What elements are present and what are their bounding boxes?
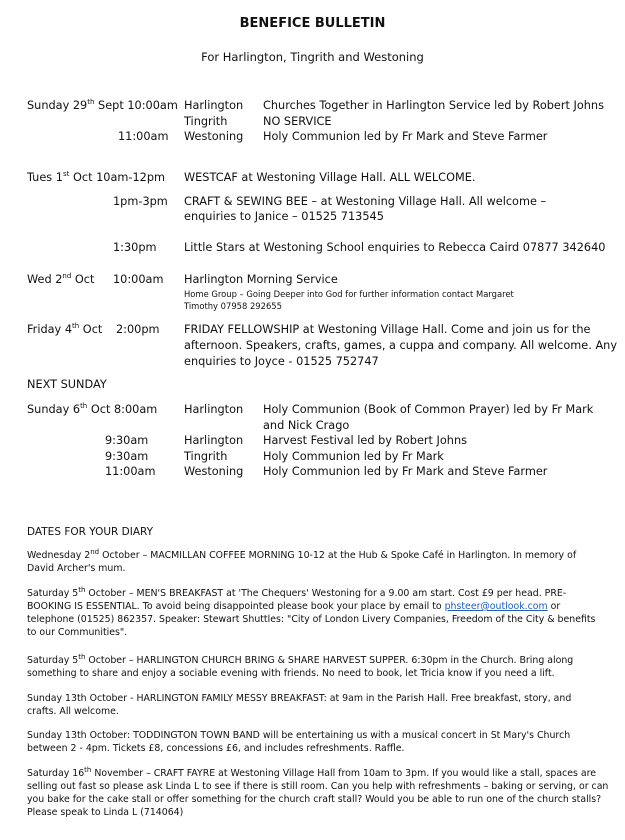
fri4-line1: FRIDAY FELLOWSHIP at Westoning Village Hall. Come and join us for the xyxy=(184,323,591,336)
sunday6-desc2: Harvest Festival led by Robert Johns xyxy=(263,434,468,447)
wed2-desc3: Timothy 07958 292655 xyxy=(184,301,282,311)
diary-entry-harvest-supper: Saturday 5th October – HARLINGTON CHURCH BRING & SHARE HARVEST SUPPER. 6:30pm in the Church. Bring along something to share and enjoy a sociable evening with friends. No need to book, let Tricia know if you need a lift. xyxy=(27,652,574,679)
sunday6-desc4: Holy Communion led by Fr Mark and Steve Farmer xyxy=(263,465,548,478)
fri4-line3: enquiries to Joyce - 01525 752747 xyxy=(184,355,379,368)
wed2-date: Wed 2nd Oct xyxy=(27,272,95,286)
sunday6-desc1a: Holy Communion (Book of Common Prayer) led by Fr Mark xyxy=(263,403,594,416)
sunday6-desc1b: and Nick Crago xyxy=(263,419,350,432)
sunday6-place2: Harlington xyxy=(184,434,244,447)
diary-heading: DATES FOR YOUR DIARY xyxy=(27,526,154,538)
wed2-time: 10:00am xyxy=(113,273,164,286)
wed2-desc1: Harlington Morning Service xyxy=(184,273,338,286)
email-link[interactable]: phsteer@outlook.com xyxy=(444,601,548,612)
tues1-desc3: Little Stars at Westoning School enquiries to Rebecca Caird 07877 342640 xyxy=(184,241,606,254)
diary-entry-messy-breakfast: Sunday 13th October - HARLINGTON FAMILY MESSY BREAKFAST: at 9am in the Parish Hall. Free breakfast, story, and crafts. All welcome. xyxy=(27,693,572,717)
diary-entry-mens-breakfast: Saturday 5th October – MEN'S BREAKFAST at 'The Chequers' Westoning for a 9.00 am start. Cost £9 per head. PRE-BOOKING IS ESSENTIAL. To avoid being disappointed please book your place by email to phsteer@outlook.com or telephone (01525) 862357. Speaker: Stewart Shuttles: "City of London Livery Companies, Freedom of the City & benefits to our Communities". xyxy=(27,585,596,638)
tues1-desc2b: enquiries to Janice – 01525 713545 xyxy=(184,210,384,223)
diary-entry-macmillan: Wednesday 2nd October – MACMILLAN COFFEE MORNING 10-12 at the Hub & Spoke Café in Harlington. In memory of David Archer's mum. xyxy=(27,547,577,574)
sunday29-place1: Harlington xyxy=(184,99,244,112)
fri4-date: Friday 4th Oct xyxy=(27,322,103,336)
sunday6-date: Sunday 6th Oct 8:00am xyxy=(27,402,158,416)
sunday6-time3: 9:30am xyxy=(105,450,149,463)
sunday6-place1: Harlington xyxy=(184,403,244,416)
sunday6-time2: 9:30am xyxy=(105,434,149,447)
sunday29-place3: Westoning xyxy=(184,130,244,143)
sunday6-time4: 11:00am xyxy=(105,465,156,478)
sunday29-desc3: Holy Communion led by Fr Mark and Steve Farmer xyxy=(263,130,548,143)
tues1-desc2a: CRAFT & SEWING BEE – at Westoning Village Hall. All welcome – xyxy=(184,195,547,208)
sunday6-place3: Tingrith xyxy=(184,450,228,463)
tues1-time3: 1:30pm xyxy=(113,241,157,254)
fri4-line2: afternoon. Speakers, crafts, games, a cuppa and company. All welcome. Any xyxy=(184,339,618,352)
tues1-date: Tues 1st Oct 10am-12pm xyxy=(27,170,166,184)
sunday29-desc2: NO SERVICE xyxy=(263,115,332,128)
fri4-time: 2:00pm xyxy=(116,323,160,336)
sunday29-desc1: Churches Together in Harlington Service led by Robert Johns xyxy=(263,99,604,112)
tues1-desc1: WESTCAF at Westoning Village Hall. ALL WELCOME. xyxy=(184,171,476,184)
diary-entry-town-band: Sunday 13th October: TODDINGTON TOWN BAND will be entertaining us with a musical concert in St Mary's Church between 2 - 4pm. Tickets £8, concessions £6, and includes refreshments. Raffle. xyxy=(27,730,571,754)
page-subtitle: For Harlington, Tingrith and Westoning xyxy=(201,50,424,64)
tues1-time2: 1pm-3pm xyxy=(113,195,168,208)
sunday6-place4: Westoning xyxy=(184,465,244,478)
sunday29-date: Sunday 29th Sept 10:00am xyxy=(27,98,178,112)
next-sunday-heading: NEXT SUNDAY xyxy=(27,378,107,391)
sunday6-desc3: Holy Communion led by Fr Mark xyxy=(263,450,444,463)
page-title: BENEFICE BULLETIN xyxy=(239,16,386,31)
diary-entry-craft-fayre: Saturday 16th November – CRAFT FAYRE at Westoning Village Hall from 10am to 3pm. If you would like a stall, spaces are selling out fast so please ask Linda L to see if there is still room. Can you help with refreshments – baking or serving, or can you bake for the cake stall or offer something for the church craft stall? Would you be able to run one of the church stalls? Please speak to Linda L (714064) xyxy=(27,765,609,818)
wed2-desc2: Home Group – Going Deeper into God for further information contact Margaret xyxy=(184,289,514,299)
sunday29-place2: Tingrith xyxy=(184,115,228,128)
sunday29-time3: 11:00am xyxy=(118,130,169,143)
